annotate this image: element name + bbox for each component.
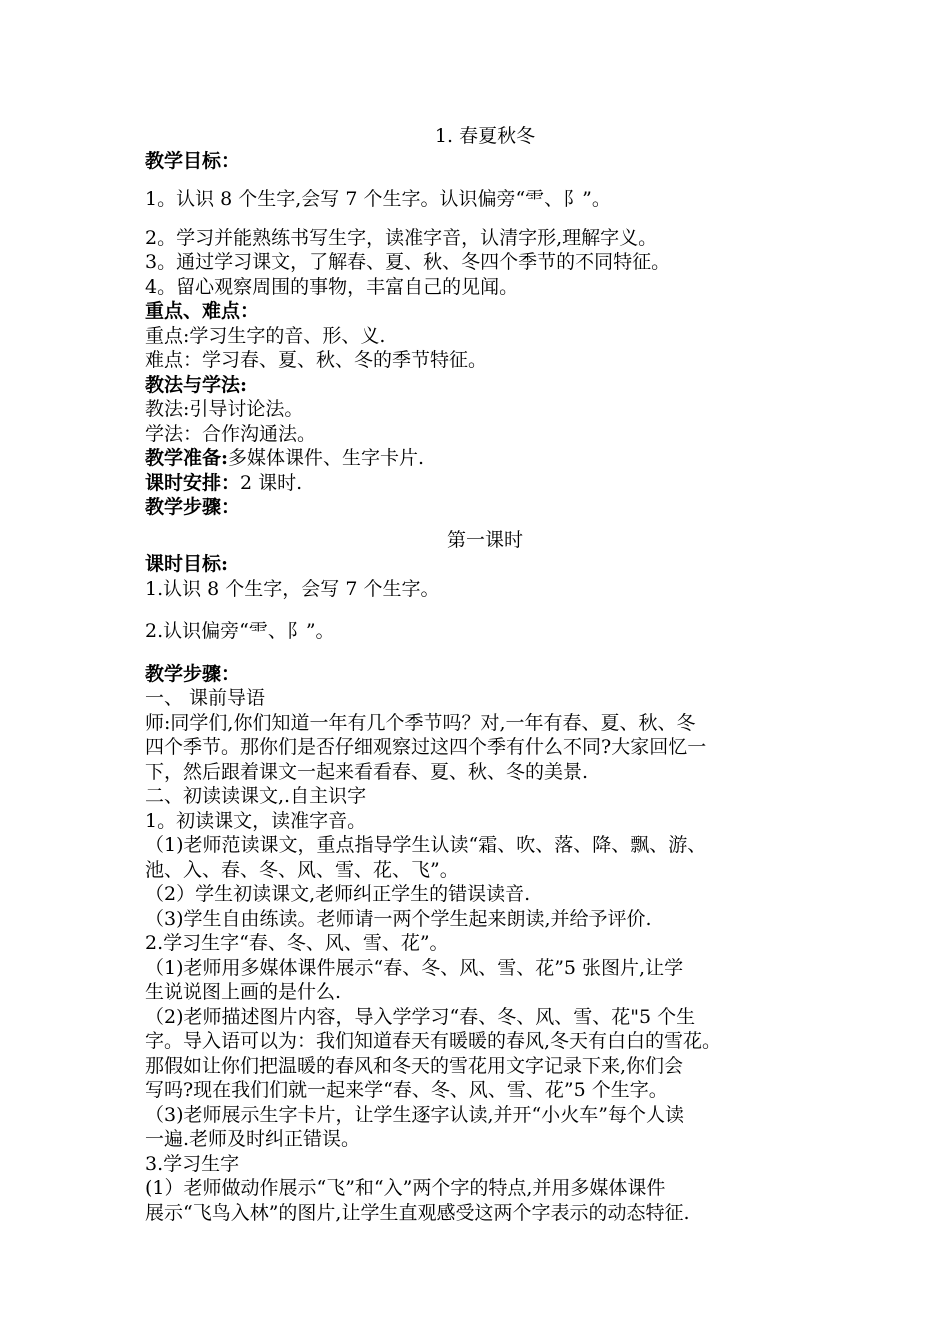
- learning-method: 学法：合作沟通法。: [145, 422, 317, 445]
- body-line: 1。初读课文，读准字音。: [145, 809, 367, 832]
- body-line: 那假如让你们把温暖的春风和冬天的雪花用文字记录下来,你们会: [145, 1054, 684, 1077]
- body-line: （2)老师描述图片内容，导入学学习“春、冬、风、雪、花"5 个生: [145, 1005, 696, 1028]
- body-line: 3.学习生字: [145, 1152, 240, 1175]
- steps-heading: 教学步骤：: [145, 496, 241, 518]
- teaching-method: 教法:引导讨论法。: [145, 398, 304, 420]
- body-line: （1)老师范读课文，重点指导学生认读“霜、吹、落、降、飘、游、: [145, 834, 707, 856]
- lesson-goal: 2.认识偏旁“⻗、阝”。: [145, 620, 335, 642]
- preparation-value: 多媒体课件、生字卡片.: [228, 447, 425, 469]
- methods-heading: 教法与学法:: [145, 373, 248, 396]
- body-line: 池、入、春、冬、风、雪、花、飞”。: [145, 858, 459, 881]
- body-line: 下，然后跟着课文一起来看看春、夏、秋、冬的美景.: [145, 760, 589, 783]
- preparation-label: 教学准备:: [145, 447, 229, 469]
- schedule-label: 课时安排：: [145, 471, 241, 494]
- body-line: 生说说图上画的是什么.: [145, 981, 342, 1003]
- body-line: （3)学生自由练读。老师请一两个学生起来朗读,并给予评价.: [145, 907, 652, 930]
- body-line: （1)老师用多媒体课件展示“春、冬、风、雪、花”5 张图片,让学: [145, 956, 684, 979]
- document-page: [145, 124, 825, 1225]
- lesson-body: [145, 686, 825, 1225]
- lesson-goal: 1.认识 8 个生字，会写 7 个生字。: [145, 577, 440, 600]
- goal-item: 2。学习并能熟练书写生字，读准字音，认清字形,理解字义。: [145, 226, 658, 249]
- key-points-heading: 重点、难点：: [145, 300, 260, 322]
- body-line: 2.学习生字“春、冬、风、雪、花”。: [145, 932, 449, 954]
- goals-heading: 教学目标：: [145, 149, 241, 172]
- schedule-value: 2 课时.: [240, 471, 303, 494]
- body-line: （2）学生初读课文,老师纠正学生的错误读音.: [145, 883, 531, 905]
- schedule: [145, 471, 825, 496]
- goal-item: 1。认识 8 个生字,会写 7 个生字。认识偏旁“⻗、阝”。: [145, 188, 611, 210]
- key-point: 重点:学习生字的音、形、义.: [145, 324, 386, 347]
- body-line: (1）老师做动作展示“飞”和“入”两个字的特点,并用多媒体课件: [145, 1177, 666, 1199]
- lesson-goal-heading: 课时目标:: [145, 553, 229, 575]
- body-line: 展示“飞鸟入林”的图片,让学生直观感受这两个字表示的动态特征.: [145, 1201, 690, 1224]
- preparation: [145, 446, 825, 471]
- goal-item: 3。通过学习课文，了解春、夏、秋、冬四个季节的不同特征。: [145, 251, 671, 273]
- body-line: （3)老师展示生字卡片，让学生逐字认读,并开“小火车”每个人读: [145, 1103, 684, 1126]
- body-line: 二、初读读课文,.自主识字: [145, 785, 367, 807]
- document-title: 1. 春夏秋冬: [434, 125, 536, 147]
- lesson-steps-heading: 教学步骤：: [145, 662, 241, 685]
- body-line: 四个季节。那你们是否仔细观察过这四个季有什么不同?大家回忆一: [145, 736, 707, 758]
- lesson-title: 第一课时: [446, 528, 523, 551]
- body-line: 写吗?现在我们们就一起来学“春、冬、风、雪、花”5 个生字。: [145, 1079, 668, 1101]
- body-line: 师:同学们,你们知道一年有几个季节吗？对,一年有春、夏、秋、冬: [145, 711, 696, 734]
- body-line: 字。导入语可以为：我们知道春天有暖暖的春风,冬天有白白的雪花。: [145, 1030, 722, 1052]
- goal-item: 4。留心观察周围的事物，丰富自己的见闻。: [145, 275, 519, 298]
- body-line: 一、 课前导语: [145, 687, 266, 709]
- difficult-point: 难点：学习春、夏、秋、冬的季节特征。: [145, 349, 488, 371]
- body-line: 一遍.老师及时纠正错误。: [145, 1128, 361, 1150]
